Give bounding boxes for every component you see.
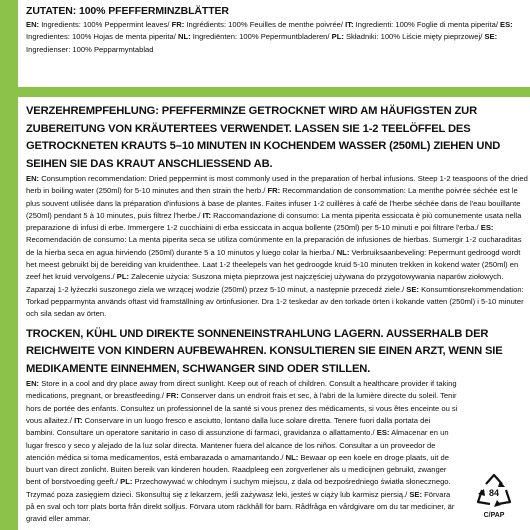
- storage-lang-code: EN:: [26, 379, 40, 389]
- ingredients-translation: Ingredientes: 100% Hojas de menta piperita/: [26, 32, 178, 42]
- usage-translation: Consumption recommendation: Dried peppermint is most commonly used in the preparation of herbal infusions. Steep 1-2 teaspoons of the dried herb in boiling water (250ml) for 5-10 minutes and then strain the herb./: [26, 174, 528, 196]
- storage-lang-code: SE:: [409, 489, 422, 499]
- ingredients-translation: Ingredienser: 100% Pepparmyntablad: [26, 44, 154, 54]
- usage-lang-code: NL:: [336, 247, 350, 257]
- ingredients-translation: Ingredienti: 100% Foglie di menta piperita/: [353, 20, 501, 29]
- usage-lang-code: ES:: [480, 223, 494, 233]
- usage-translation: Konsumtionsrekommendation: Torkad pepparmynta används oftast vid framställning av örtinfusioner. Dra 1-2 teskedar av den torkade örten i kokande vatten (250ml) i 5-10 minuter och sila sedan av örten.: [26, 284, 524, 319]
- usage-lang-code: SE:: [406, 284, 419, 294]
- usage-translation: Recomendación de consumo: La menta piperita seca se utiliza comúnmente en la preparación de infusiones de hierbas. Sumergir 1-2 cucharaditas de la hierba seca en agua hirviendo (250ml) durante 5 a 10 minutos y luego colar la hierba./: [26, 235, 522, 257]
- ingredients-translation: Ingrediënten: 100% Pepermuntbladeren/: [190, 32, 332, 42]
- usage-heading: VERZEHREMPFEHLUNG: PFEFFERMINZE GETROCKNET WIRD AM HÄUFIGSTEN ZUR ZUBEREITUNG VON KRÄUTERTEES VERWENDET. LASSEN SIE 1-2 TEELÖFFEL DES GETROCKNETEN KRAUTS 5–10 MINUTEN IN KOCHENDEM WASSER (250ML) ZIEHEN UND SEIHEN SIE DAS KRAUT ANSCHLIESSEND AB.: [26, 105, 501, 170]
- storage-translation: Almacenar en un lugar fresco y seco y alejado de la luz solar directa. Mantener fuera del alcance de los niños. Consultar a un proveedor de atención médica si toma medicamentos, está embarazada o amamantando./: [26, 428, 449, 462]
- ingredients-lang-code: FR:: [171, 20, 185, 29]
- recycling-symbol: [472, 472, 516, 522]
- ingredients-translation: Ingredients: 100% Peppermint leaves/: [39, 20, 172, 29]
- usage-translation: Zalecenie użycia: Suszona mięta pieprzowa jest najczęściej używana do przygotowywania naparów ziołowych. Zaparzaj 1-2 łyżeczki suszonego ziela we wrzącej wodzie (250ml) przez 5-10 minut, a następnie przecedź ziele./: [26, 272, 504, 294]
- usage-translation: Raccomandazione di consumo: La menta piperita essiccata è più comunemente usata nella preparazione di infusi di erbe. Immergere 1-2 cucchiaini di erba essiccata in acqua bollente (250ml) per 5-10 minuti e poi filtrare l'erba./: [26, 210, 522, 233]
- storage-lang-code: PL:: [120, 477, 133, 487]
- storage-lang-code: NL:: [285, 452, 299, 462]
- storage-translations: [26, 378, 530, 526]
- ingredients-translations: [26, 19, 530, 56]
- storage-translation: Conserver dans un endroit frais et sec, à l'abri de la lumière directe du soleil. Tenir hors de portée des enfants. Consultez un professionnel de la santé si vous prenez des médicaments, si vous êtes enceinte ou si vous allaitez./: [26, 391, 458, 425]
- usage-translations: [26, 173, 530, 321]
- ingredients-lang-code: PL:: [331, 32, 344, 42]
- storage-heading: TROCKEN, KÜHL UND DIREKTE SONNENEINSTRAHLUNG LAGERN. AUSSERHALB DER REICHWEITE VON KINDERN AUFBEWAHREN. KONSULTIEREN SIE EINEN ARZT, WENN SIE MEDIKAMENTE EINNEHMEN, SCHWANGER SIND ODER STILLEN.: [26, 327, 503, 375]
- usage-translation: Verbruiksaanbeveling: Pepermunt gedroogd wordt het meest gebruikt bij de bereiding van kruidenthee. Laat 1-2 theelepels van het gedroogde kruid 5-10 minuten trekken in kokend water (250ml) en zeef het kruid vervolgens./: [26, 247, 521, 282]
- usage-translation: Recommandation de consommation: La menthe poivrée séchée est le plus souvent utilisée dans la préparation d'infusions à base de plantes. Faites infuser 1-2 cuillères à café de l'herbe séchée dans de l'eau bouillante (250ml) pendant 5 à 10 minutes, puis filtrez l'herbe./: [26, 186, 521, 220]
- ingredients-lang-code: SE:: [484, 32, 498, 42]
- storage-translation: Conservare in un luogo fresco e asciutto, lontano dalla luce solare diretta. Tenere fuori dalla portata dei bambini. Consultare un operatore sanitario in caso di assunzione di farmaci, gravidanza o allattamento./: [26, 415, 431, 438]
- ingredients-title: ZUTATEN: 100% PFEFFERMINZBLÄTTER: [26, 5, 229, 17]
- storage-lang-code: FR:: [166, 391, 179, 401]
- storage-lang-code: IT:: [74, 415, 83, 425]
- ingredients-lang-code: IT:: [345, 20, 354, 29]
- storage-translation: Store in a cool and dry place away from direct sunlight. Keep out of reach of children. Consult a healthcare provider if taking medications, pregnant, or breastfeeding./: [26, 379, 457, 401]
- storage-lang-code: ES:: [376, 428, 390, 438]
- ingredients-lang-code: ES:: [500, 20, 513, 29]
- recycling-number: 84: [488, 488, 500, 498]
- usage-lang-code: IT:: [202, 210, 212, 220]
- storage-translation: Przechowywać w chłodnym i suchym miejscu, z dala od bezpośredniego światła słonecznego. Trzymać poza zasięgiem dzieci. Skonsultuj się z lekarzem, jeśli zażywasz leki, jesteś w ciąży lub karmisz piersią./: [26, 477, 451, 499]
- ingredients-panel: [18, 0, 530, 87]
- recycling-icon: [472, 472, 516, 512]
- usage-storage-panel: [18, 97, 530, 530]
- usage-lang-code: PL:: [116, 272, 129, 282]
- recycling-label: C/PAP: [483, 512, 505, 519]
- ingredients-translation: Ingrédients: 100% Feuilles de menthe poivrée/: [184, 20, 346, 29]
- ingredients-lang-code: EN:: [26, 20, 40, 29]
- usage-lang-code: FR:: [267, 186, 281, 196]
- storage-translation: Bewaar op een koele en droge plaats, uit de buurt van direct zonlicht. Buiten bereik van kinderen houden. Raadpleeg een zorgverlener als u medicijnen gebruikt, zwanger bent of borstvoeding geeft./: [26, 452, 449, 487]
- usage-lang-code: EN:: [26, 174, 40, 183]
- storage-translation: Förvara på en sval och torr plats borta från direkt solljus. Förvara utom räckhåll för barn. Rådfråga en vårdgivare om du tar mediciner, är gravid eller ammar.: [26, 489, 455, 524]
- ingredients-lang-code: NL:: [177, 32, 191, 42]
- ingredients-translation: Składniki: 100% Liście mięty pieprzowej/: [343, 32, 485, 42]
